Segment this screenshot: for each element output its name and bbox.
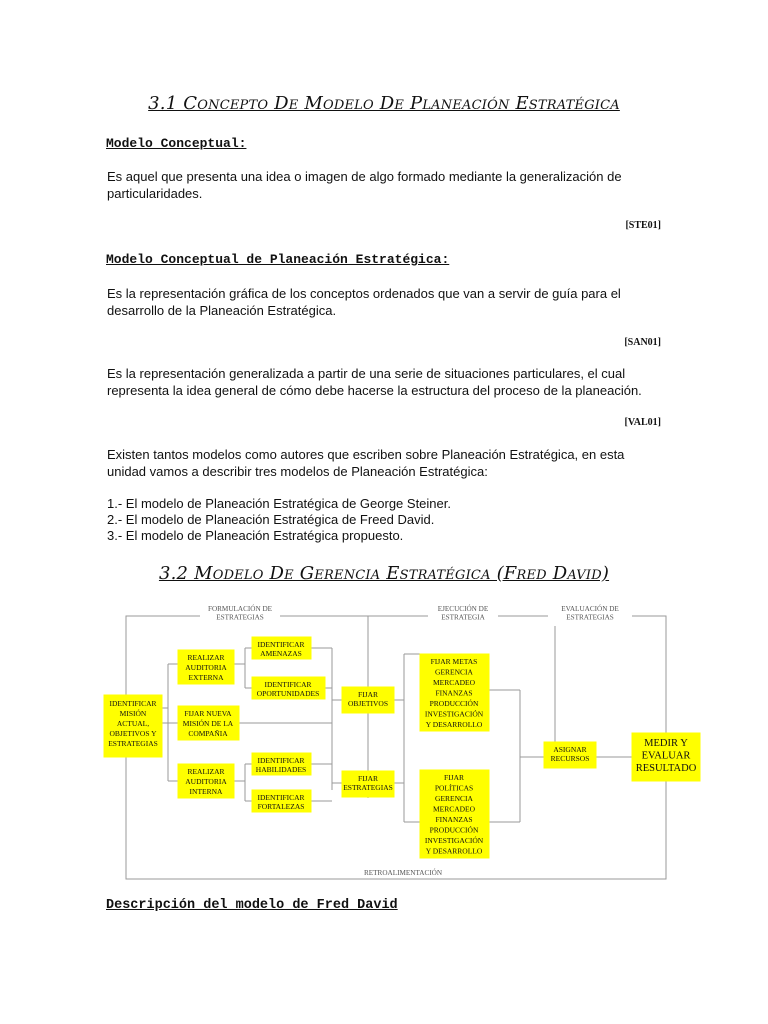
paragraph-text: Existen tantos modelos como autores que escriben sobre Planeación Estratégica, en esta unidad vamos a describir tres modelos de Planeación Estratégica: (107, 447, 625, 479)
paragraph-text: Es aquel que presenta una idea o imagen de algo formado mediante la generalización de particularidades. (107, 169, 622, 201)
paragraph-text: Es la representación generalizada a partir de una serie de situaciones particulares, el cual representa la idea general de cómo debe hacerse la estructura del proceso de la planeación. (107, 366, 642, 398)
label-auditoria-externa: REALIZAR AUDITORIA EXTERNA (185, 653, 227, 682)
label-fijar-nueva-mision: FIJAR NUEVA MISIÓN DE LA COMPAÑIA (182, 709, 234, 738)
label-fortalezas: IDENTIFICAR FORTALEZAS (257, 793, 305, 811)
label-fijar-estrategias: FIJAR ESTRATEGIAS (343, 774, 393, 792)
list-item: 1.- El modelo de Planeación Estratégica de George Steiner. (107, 496, 451, 511)
heading-modelo-conceptual: Modelo Conceptual: (106, 136, 247, 151)
label-retroalimentacion: RETROALIMENTACIÓN (363, 869, 443, 877)
heading-modelo-conceptual-planeacion: Modelo Conceptual de Planeación Estratégica: (106, 252, 450, 267)
label-auditoria-interna: REALIZAR AUDITORIA INTERNA (185, 767, 227, 796)
reference-ste01: [STE01] (625, 220, 661, 231)
phase-label-ejecucion: EJECUCIÓN DE ESTRATEGIA (437, 605, 489, 622)
paragraph-text: Es la representación gráfica de los conceptos ordenados que van a servir de guía para el desarrollo de la Planeación Estratégica. (107, 286, 621, 318)
label-medir-evaluar: MEDIR Y EVALUAR RESULTADO (635, 738, 697, 774)
section-title-3-2: 3.2 Modelo De Gerencia Estratégica (Fred David) (158, 563, 610, 584)
heading-descripcion-fred-david: Descripción del modelo de Fred David (106, 898, 398, 913)
label-amenazas: IDENTIFICAR AMENAZAS (257, 640, 305, 658)
label-asignar-recursos: ASIGNAR RECURSOS (550, 745, 590, 763)
phase-label-evaluacion: EVALUACIÓN DE ESTRATEGIAS (561, 605, 619, 622)
label-oportunidades: IDENTIFICAR OPORTUNIDADES (256, 680, 320, 698)
label-fijar-politicas: FIJAR POLÍTICAS GERENCIA MERCADEO FINANZAS PRODUCCIÓN INVESTIGACIÓN Y DESARROLLO (424, 773, 484, 856)
phase-label-formulacion: FORMULACIÓN DE ESTRATEGIAS (207, 605, 273, 622)
label-identificar-mision: IDENTIFICAR MISIÓN ACTUAL, OBJETIVOS Y ESTRATEGIAS (108, 699, 158, 748)
label-fijar-objetivos: FIJAR OBJETIVOS (347, 690, 389, 708)
reference-san01: [SAN01] (624, 337, 661, 348)
label-habilidades: IDENTIFICAR HABILIDADES (255, 756, 307, 774)
section-title-3-1: 3.1 Concepto De Modelo De Planeación Estratégica (148, 93, 620, 114)
list-item: 2.- El modelo de Planeación Estratégica de Freed David. (107, 512, 435, 527)
list-item: 3.- El modelo de Planeación Estratégica propuesto. (107, 528, 404, 543)
label-fijar-metas: FIJAR METAS GERENCIA MERCADEO FINANZAS PRODUCCIÓN INVESTIGACIÓN Y DESARROLLO (424, 657, 484, 729)
reference-val01: [VAL01] (624, 417, 661, 428)
